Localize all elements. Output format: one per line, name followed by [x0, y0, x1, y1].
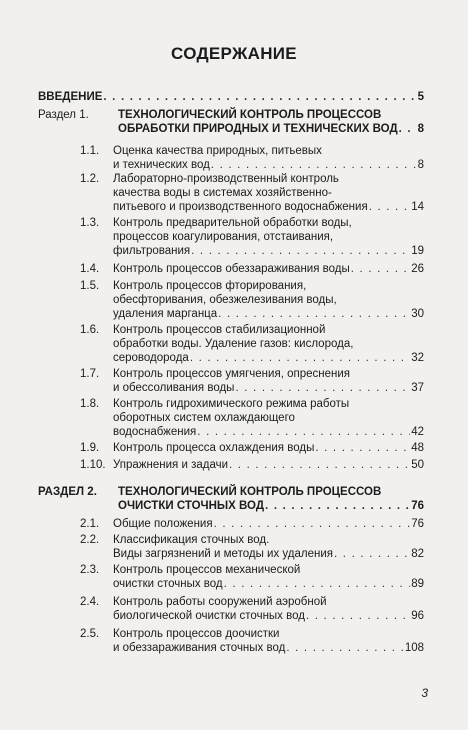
toc-entry-title-line: очистки сточных вод — [113, 578, 223, 590]
toc-entry-title-line: фильтрования — [113, 245, 191, 257]
toc-entry[interactable] — [80, 595, 424, 623]
toc-entry-number: 2.2. — [80, 534, 100, 546]
toc-page-number: 37 — [411, 382, 424, 394]
toc-entry[interactable] — [80, 517, 424, 531]
toc-entry-number: 2.3. — [80, 564, 100, 576]
toc-page-number: 19 — [411, 245, 424, 257]
section-number: Раздел 1. — [38, 109, 89, 121]
toc-entry-title-line: Контроль процессов доочистки — [113, 628, 280, 640]
leader-dots — [235, 381, 410, 395]
toc-page-number: 96 — [411, 610, 424, 622]
toc-entry-title-line: Классификация сточных вод. — [113, 534, 270, 546]
leader-dots — [315, 441, 410, 455]
toc-entry-title-line: обработки воды. Удаление газов: кислорода, — [113, 338, 354, 350]
toc-entry-number: 1.2. — [80, 173, 100, 185]
leader-dots — [190, 351, 410, 365]
toc-entry-title-line: Оценка качества природных, питьевых — [113, 145, 322, 157]
toc-entry-number: 1.8. — [80, 398, 100, 410]
toc-entry[interactable] — [80, 216, 424, 258]
toc-entry-title-line: оборотных систем охлаждающего — [113, 412, 295, 424]
toc-page-number: 82 — [411, 548, 424, 560]
toc-entry-number: 1.9. — [80, 442, 100, 454]
toc-entry-number: 1.6. — [80, 324, 100, 336]
page-title: СОДЕРЖАНИЕ — [171, 44, 297, 63]
toc-entry-title-line: биологической очистки сточных вод — [113, 610, 305, 622]
toc-page-number: 76 — [411, 500, 424, 512]
toc-entry-title-line: Контроль процессов фторирования, — [113, 280, 307, 292]
toc-entry[interactable] — [80, 397, 424, 439]
leader-dots — [103, 90, 416, 104]
toc-entry[interactable] — [80, 441, 424, 455]
toc-entry-title-line: Контроль предварительной обработки воды, — [113, 217, 352, 229]
toc-section-2[interactable] — [38, 485, 424, 515]
toc-section-1[interactable] — [38, 108, 424, 138]
section-number: РАЗДЕЛ 2. — [38, 486, 97, 498]
toc-entry-title-line: Контроль процессов умягчения, опреснения — [113, 368, 350, 380]
toc-entry-title-line: сероводорода — [113, 352, 189, 364]
toc-page-number: 26 — [411, 263, 424, 275]
toc-page-number: 108 — [404, 642, 424, 654]
toc-entry-title-line: Лабораторно-производственный контроль — [113, 173, 339, 185]
leader-dots — [191, 244, 410, 258]
toc-entry-number: 2.1. — [80, 518, 100, 530]
toc-entry[interactable] — [80, 323, 424, 365]
toc-entry-title-line: Контроль процессов механической — [113, 564, 301, 576]
leader-dots — [306, 609, 410, 623]
toc-entry[interactable] — [80, 144, 424, 172]
toc-page-number: 89 — [411, 578, 424, 590]
toc-entry-title-line: Общие положения — [113, 518, 213, 530]
leader-dots — [369, 200, 411, 214]
toc-page-number: 8 — [417, 123, 424, 135]
toc-entry-number: 1.3. — [80, 217, 100, 229]
toc-entry-intro[interactable] — [38, 90, 424, 104]
toc-entry-label: ВВЕДЕНИЕ — [38, 91, 103, 103]
toc-entry-number: 1.4. — [80, 263, 100, 275]
toc-entry-number: 2.4. — [80, 596, 100, 608]
toc-entry-title-line: обесфторивания, обезжелезивания воды, — [113, 294, 337, 306]
section-title-line: ОЧИСТКИ СТОЧНЫХ ВОД — [118, 500, 265, 512]
toc-entry-title-line: питьевого и производственного водоснабжения — [113, 201, 368, 213]
toc-entry-title-line: Упражнения и задачи — [113, 459, 228, 471]
toc-entry-title-line: удаления марганца — [113, 308, 218, 320]
toc-entry[interactable] — [80, 279, 424, 321]
section-title-line: ТЕХНОЛОГИЧЕСКИЙ КОНТРОЛЬ ПРОЦЕССОВ — [118, 109, 382, 121]
toc-page-number: 42 — [411, 426, 424, 438]
toc-entry-title-line: и обессоливания воды — [113, 382, 235, 394]
leader-dots — [218, 307, 410, 321]
toc-page-number: 76 — [411, 518, 424, 530]
toc-entry[interactable] — [80, 172, 424, 214]
toc-entry-number: 2.5. — [80, 628, 100, 640]
section-title-line: ОБРАБОТКИ ПРИРОДНЫХ И ТЕХНИЧЕСКИХ ВОД — [118, 123, 398, 135]
toc-entry-title-line: Контроль гидрохимического режима работы — [113, 398, 350, 410]
leader-dots — [224, 577, 411, 591]
toc-entry-number: 1.10. — [80, 459, 106, 471]
toc-entry[interactable] — [80, 458, 424, 472]
toc-entry[interactable] — [80, 367, 424, 395]
leader-dots — [214, 517, 411, 531]
toc-entry-title-line: и технических вод — [113, 159, 210, 171]
toc-page-number: 32 — [411, 352, 424, 364]
toc-entry-title-line: процессов коагулирования, отстаивания, — [113, 231, 334, 243]
toc-page-number: 5 — [417, 91, 424, 103]
toc-entry-title-line: Виды загрязнений и методы их удаления — [113, 548, 333, 560]
toc-page-number: 48 — [411, 442, 424, 454]
toc-entry-title-line: Контроль процесса охлаждения воды — [113, 442, 315, 454]
toc-entry-number: 1.1. — [80, 145, 100, 157]
toc-entry[interactable] — [80, 627, 424, 655]
toc-entry-title-line: качества воды в системах хозяйственно- — [113, 187, 332, 199]
toc-entry[interactable] — [80, 533, 424, 561]
leader-dots — [286, 641, 403, 655]
toc-page-number: 8 — [417, 159, 424, 171]
toc-entry-title-line: Контроль процессов стабилизационной — [113, 324, 326, 336]
leader-dots — [399, 122, 417, 136]
leader-dots — [229, 458, 410, 472]
toc-entry[interactable] — [80, 262, 424, 276]
leader-dots — [351, 262, 410, 276]
toc-page-number: 14 — [411, 201, 424, 213]
toc-entry-title-line: Контроль процессов обеззараживания воды — [113, 263, 350, 275]
toc-entry-title-line: водоснабжения — [113, 426, 197, 438]
toc-entry-number: 1.7. — [80, 368, 100, 380]
leader-dots — [334, 547, 410, 561]
toc-page-number: 50 — [411, 459, 424, 471]
leader-dots — [197, 425, 410, 439]
leader-dots — [265, 499, 410, 513]
toc-entry-title-line: Контроль работы сооружений аэробной — [113, 596, 327, 608]
toc-entry-number: 1.5. — [80, 280, 100, 292]
toc-page-number: 30 — [411, 308, 424, 320]
page-number: 3 — [421, 686, 428, 700]
toc-entry[interactable] — [80, 563, 424, 591]
toc-entry-title-line: и обеззараживания сточных вод — [113, 642, 286, 654]
section-title-line: ТЕХНОЛОГИЧЕСКИЙ КОНТРОЛЬ ПРОЦЕССОВ — [118, 486, 382, 498]
leader-dots — [211, 158, 417, 172]
